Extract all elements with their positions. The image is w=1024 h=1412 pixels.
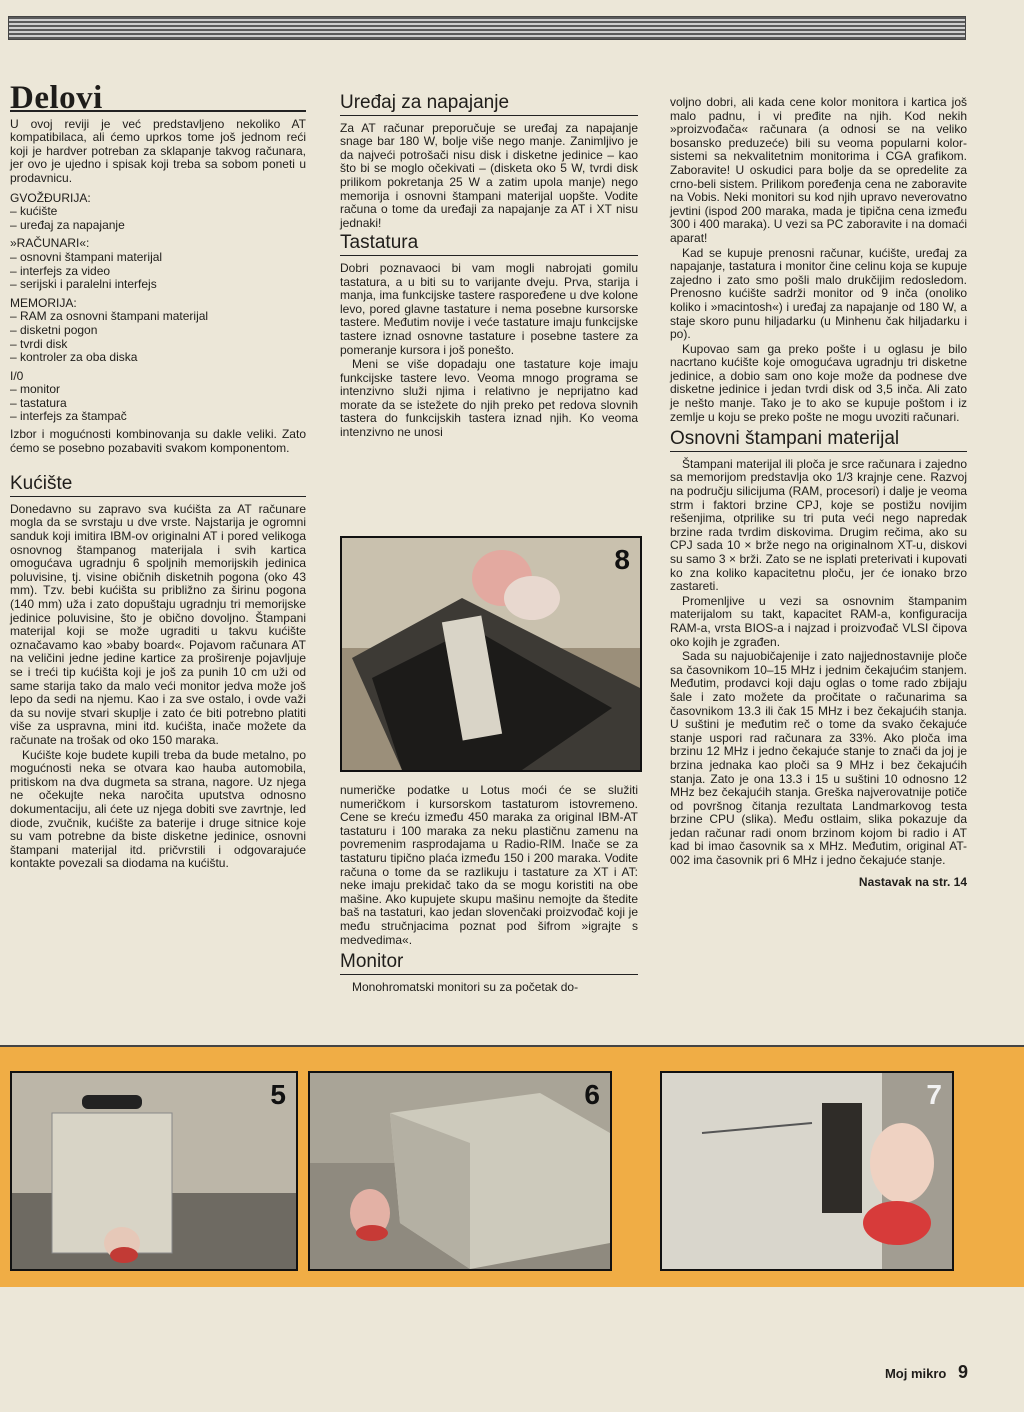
tastatura-paragraph-1: Dobri poznavaoci bi vam mogli nabrojati gomilu tastatura, a u biti su to varijante dveju. Prva, starija i manja, ima funkcijske tastere raspoređene u dve kolone levo, pored glavne tastature i nema posebne kursorske tastere. Međutim novije i veće tastature imaju funkcijske tastere iznad osnovne tastature i posebne tastere za pomeranje kursora i još ponešto. bbox=[340, 260, 638, 357]
photo-5-image bbox=[12, 1073, 296, 1269]
photo-8-image bbox=[342, 538, 640, 770]
monitor-paragraph: Monohromatski monitori su za početak do- bbox=[352, 979, 579, 994]
photo-6-image bbox=[310, 1073, 610, 1269]
list-item: – kontroler za oba diska bbox=[10, 350, 138, 365]
photo-band bbox=[0, 1045, 1024, 1287]
photo-number: 6 bbox=[584, 1079, 600, 1110]
tastatura-paragraph-2: Meni se više dopadaju one tastature koje imaju funkcijske tastere levo. Veoma mnogo programa se intenzivno služi njima i relativno je neprijatno kad morate da se istežete do njih preko pet redova slovnih tastera do funkcijskih tastera iznad njih. Ko veoma intenzivno ne unosi bbox=[340, 357, 638, 440]
list-item: GVOŽĐURIJA: bbox=[10, 190, 91, 205]
list-item: – monitor bbox=[10, 382, 61, 397]
stampani-paragraph-1: Štampani materijal ili ploča je srce računara i zajedno sa memorijom predstavlja oko 1/3 krajnje cene. Razvoj na području silicijuma (RAM, procesori) i dalje je veoma strm i faktori brzine CPJ, koje se postižu novijim rešenjima, otprilike su tri puta veći nego napredak brzine rada tvrdim diskovima. Drugim rečima, ako su CPJ sada 10 × brže nego na originalnom XT-u, diskovi su samo 3 × brži. Zato se ne isplati preterivati i kupovati ko zna koliko kapacitetnu ploču, jer će ionako brzo zastareti. bbox=[670, 456, 967, 594]
list-item: – tastatura bbox=[10, 395, 67, 410]
kuciste-paragraph-1: Donedavno su zapravo sva kućišta za AT računare mogla da se svrstaju u dve vrste. Najstarija je ogromni sanduk koji imitira IBM-ov originalni AT i pored velikoga osnovnog štampanog materijala i svih kartica omogućava ugradnju 6 spoljnih memorijskih jedinica poluvisine, tj. visine običnih disketnih pogona (oko 43 mm). Tzv. bebi kućišta su približno za širinu pogona (140 mm) uža i zato dopuštaju ugradnju tri memorijske jedinice poluvisine, što je obično dovoljno. Štampani materijal koji se može ugraditi u takvu kućište označavamo kao »baby board«. Pojavom računara AT na veličini jedne jedine kartice za proširenje pojavljuje se i treći tip kućišta koji je još za punih 10 cm uži od same starija tako da malo veći monitor jedva može još lepo da sedi na njemu. Kao i za sve ostalo, i ovde važi da su novije stvari skuplje i zato će biti potrebno platiti više za uspravna, mini itd. kućišta, inače možete da računate na trošak od oko 150 maraka. bbox=[10, 501, 306, 747]
kuciste-paragraph-2: Kućište koje budete kupili treba da bude metalno, po mogućnosti neka se otvara kao hauba automobila, pritiskom na dva dugmeta sa strana, nagore. Uz njega ne očekujte neka naročita uputstva odnosno dokumentaciju, ali ćete uz njega dobiti sve zavrtnje, led diode, zvučnik, kućište za baterije i druge sitnice koje su vam potrebne da biste disketne jedinice, osnovni štampani materijal itd. pričvrstili i odgovarajuće kontakte povezali sa diodama na kućištu. bbox=[10, 747, 306, 871]
header-rule-bar bbox=[8, 16, 966, 40]
list-item: – RAM za osnovni štampani materijal bbox=[10, 309, 209, 324]
photo-number: 5 bbox=[270, 1079, 286, 1110]
magazine-name: Moj mikro bbox=[884, 1366, 947, 1381]
monitor-paragraph-2: voljno dobri, ali kada cene kolor monitora i kartica još malo padnu, i vi pređite na njih. Kod nekih »proizvođača« računara (a odnosi se na veliko bosansko preduzeće) bili su veoma popularni kolor-sistemi sa nekvalitetnim monitorima i CGA grafikom. Zaboravite! U oskudici para bolje da se opredelite za crno-beli sistem. Prilikom poređenja cena ne zaboravite na Vobis. Neki monitori su kod njih upravo neverovatno jevtini (ispod 200 maraka, mada je tipična cena između 300 i 400 maraka). U vezi sa PC zaboravite i na domaći aparat! bbox=[670, 95, 967, 245]
page-footer bbox=[885, 1362, 968, 1383]
section-title-monitor: Monitor bbox=[340, 955, 638, 975]
stampani-paragraph-3: Sada su najuobičajenije i zato najjednostavnije ploče sa časovnikom 10–15 MHz i jednim čekajućim stanjem. Međutim, prodavci koji daju oglas o tome rado zbijaju šale i zato možete da pročitate o računarima sa časovnikom 13.3 ili čak 15 MHz i bez čekajućih stanja. U suštini je međutim reč o tome da svako čekajuće stanje uspori rad računara za 33%. Ako ploča ima brzinu 12 MHz i jedno čekajuće stanje to znači da joj je brzina jednaka kao ploči sa 9 MHz i bez čekajućih stanja. Zato je ona 13.3 i 15 u suštini 10 odnosno 12 MHz bez čekajućih stanja. Greška najverovatnije potiče od površnog čitanja rezultata Landmarkovog testa brzine CPU (slika). Među ostlaim, slika pokazuje da jedan računar radi onom brzinom kojom bi radio i AT kad bi imao časovnik sa x MHz. Međutim, original AT-002 ima časovnik pri 6 MHz i jedno čekajuće stanje. bbox=[670, 649, 967, 868]
photo-number: 7 bbox=[926, 1079, 942, 1110]
list-item: MEMORIJA: bbox=[10, 295, 77, 310]
continued-note: Nastavak na str. 14 bbox=[858, 874, 967, 889]
photo-number: 8 bbox=[614, 544, 630, 575]
stampani-paragraph-2: Promenljive u vezi sa osnovnim štampanim materijalom su takt, kapacitet RAM-a, konfiguracija RAM-a, vrsta BIOS-a i najzad i proizvođač VLSI čipova oko kojih je zgrađen. bbox=[670, 593, 967, 649]
column-3 bbox=[670, 96, 967, 889]
photo-8 bbox=[340, 536, 642, 772]
list-item: – interfejs za štampač bbox=[10, 409, 127, 424]
column-2 bbox=[340, 92, 638, 441]
after-list-paragraph: Izbor i mogućnosti kombinovanja su dakle veliki. Zato ćemo se posebno pozabaviti svakom komponentom. bbox=[10, 427, 306, 455]
page-number: 9 bbox=[957, 1362, 968, 1382]
article-title: Delovi bbox=[10, 92, 306, 112]
section-title-stampani: Osnovni štampani materijal bbox=[670, 432, 967, 452]
parts-list bbox=[10, 192, 306, 425]
column-2-continued bbox=[340, 784, 638, 995]
section-title-kuciste: Kućište bbox=[10, 477, 306, 497]
intro-paragraph: U ovoj reviji je već predstavljeno nekoliko AT kompatibilaca, ali ćemo uprkos tome još jednom reći koji je hardver potreban za sklapanje takvog računara, jer ovo je ujedno i spisak koji treba sa sobom poneti u prodavnicu. bbox=[10, 116, 306, 185]
list-item: – uređaj za napajanje bbox=[10, 217, 125, 232]
tastatura-paragraph-3: numeričke podatke u Lotus moći će se služiti numeričkom i kursorskom tastaturom istovremeno. Cene se kreću između 450 maraka za original IBM-AT tastaturu i 100 maraka za neku plastičnu zamenu na povremenim rasprodajama u Radio-RIM. Inače se za tastaturu tipično plaća između 150 i 200 maraka. Vodite računa o tome da se razlikuju i tastature za XT i AT: neke imaju prekidač tako da se mogu koristiti na obe mašine. Ako kupujete skupu mašinu nemojte da štedite baš na tastaturi, kao jedan slovenčaki proizvođač koji je među stručnjacima poznat pod šifrom »igrajte s medvedima«. bbox=[340, 783, 638, 947]
column-1 bbox=[10, 80, 306, 872]
photo-7-image bbox=[662, 1073, 952, 1269]
list-item: – osnovni štampani materijal bbox=[10, 249, 163, 264]
list-item: – interfejs za video bbox=[10, 263, 111, 278]
list-item: – disketni pogon bbox=[10, 322, 98, 337]
napajanje-paragraph: Za AT računar preporučuje se uređaj za napajanje snage bar 180 W, bolje više nego manje. Zanimljivo je da najveći potrošači nisu disk i disketne jedinice – kao što bi se moglo očekivati – (disketa oko 5 W, tvrdi disk prilikom pokretanja 25 W a zatim upola manje) nego memorija i osnovni štampani materijal uopšte. Vodite računa o tome da uređaji za napajanje za AT i XT nisu jednaki! bbox=[340, 120, 638, 230]
list-item: I/0 bbox=[10, 368, 24, 383]
prenosni-paragraph: Kad se kupuje prenosni računar, kućište, uređaj za napajanje, tastatura i monitor čine celinu koja se kupuje zajedno i zato smo pošli malo drukčijim redosledom. Prenosno kućište sadrži monitor od 9 inča (onoliko koliko i »macintosh«) i uređaj za napajanje od 180 W, a staje skoro punu hiljadarku (u Minhenu čak hiljadarku i po). bbox=[670, 245, 967, 342]
list-item: – kućište bbox=[10, 204, 58, 219]
photo-6 bbox=[308, 1071, 612, 1271]
posta-paragraph: Kupovao sam ga preko pošte i u oglasu je bilo nacrtano kućište koje omogućava ugradnju tri disketne jedinice, a dobio sam ono koje može da podnese dve disketne jedinice i jedan tvrdi disk od 3,5 inča. Ali zato je nešto manje. Tako je to ako se kupuje poštom i iz zemlje u koju se preko pošte ne mogu uvoziti računari. bbox=[670, 341, 967, 424]
section-title-tastatura: Tastatura bbox=[340, 236, 638, 256]
photo-5 bbox=[10, 1071, 298, 1271]
list-item: – tvrdi disk bbox=[10, 336, 68, 351]
list-item: – serijski i paralelni interfejs bbox=[10, 277, 157, 292]
photo-7 bbox=[660, 1071, 954, 1271]
section-title-napajanje: Uređaj za napajanje bbox=[340, 96, 638, 116]
list-item: »RAČUNARI«: bbox=[10, 236, 90, 251]
